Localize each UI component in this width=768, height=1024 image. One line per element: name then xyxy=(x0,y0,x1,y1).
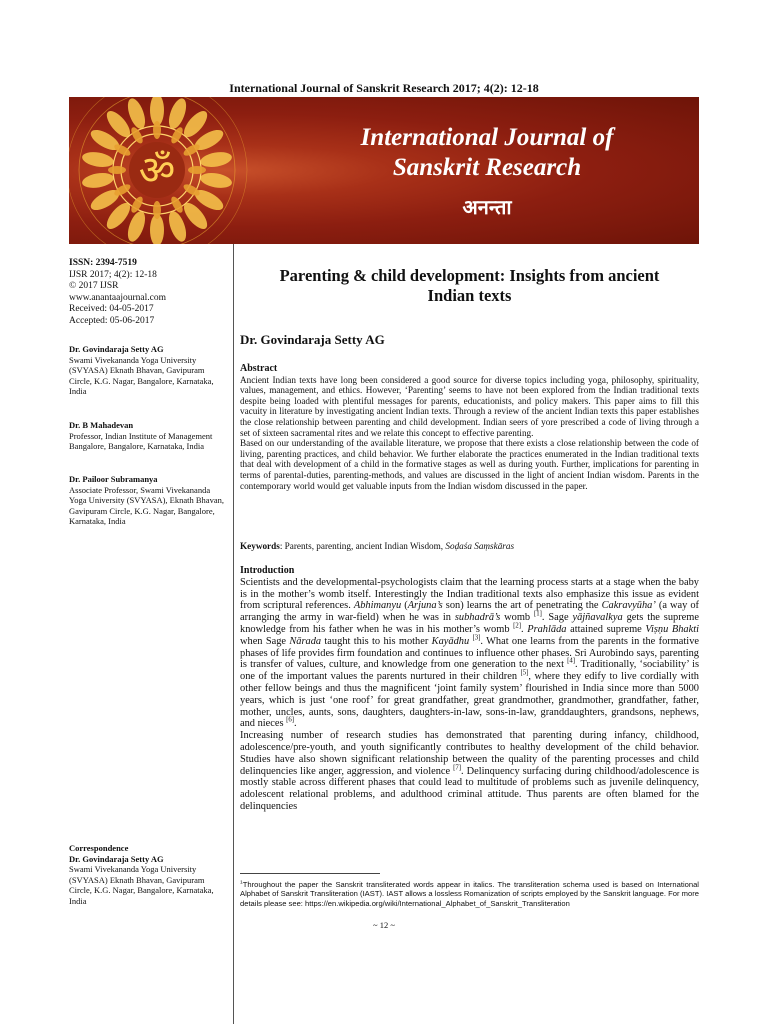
mandala-logo xyxy=(69,97,309,244)
introduction xyxy=(240,565,699,813)
affiliation-name: Dr. Pailoor Subramanya xyxy=(69,474,158,484)
journal-title: International Journal of Sanskrit Research xyxy=(360,124,614,181)
column-divider xyxy=(233,244,234,1024)
intro-paragraph-1: Scientists and the developmental-psychologists claim that the learning process starts at a stage when the baby is in the mother’s womb itself. Interestingly the Indian traditional texts also emphasize this issue as evident from scriptural references. Abhimanyu (Arjuna’s son) learns the art of penetrating the Cakravyūha’ (a way of arranging the army in war-field) when he was in subhadrā’s womb [1]. Sage yājñavalkya gets the supreme knowledge from his father when he was in his mother’s womb [2]. Prahlāda attained supreme Viṣṇu Bhakti when Sage Nārada taught this to his mother Kayādhu [3]. What one learns from the parents in the formative phases of life provides firm foundation and continues to influence other phases. Sri Aurobindo says, parenting is transfer of values, culture, and knowledge from one generation to the next [4]. Traditionally, ‘sociability’ is one of the important values the parents nurtured in their children [5], where they edify to live cordially with other fellow beings and thus the magnificent ‘joint family system’ flourished in India since more than 5000 years, which is just ‘one roof’ for great grandfather, great grandmother, grandmother, grandfather, father, mother, uncles, aunts, sons, daughters, daughters-in-law, sons-in-law, granddaughters, grandsons, nephews, and nieces [6]. xyxy=(240,576,700,730)
issn: ISSN: 2394-7519 xyxy=(69,258,137,268)
ijsr-ref: IJSR 2017; 4(2): 12-18 xyxy=(69,269,157,280)
copyright: © 2017 IJSR xyxy=(69,281,119,291)
affiliation-text: Swami Vivekananda Yoga University (SVYASA) Eknath Bhavan, Gavipuram Circle, K.G. Nagar, Bangalore, Karnataka, India xyxy=(69,354,214,396)
article-meta xyxy=(69,258,229,327)
keywords: Keywords: Parents, parenting, ancient Indian Wisdom, Soḍaśa Saṃskāras xyxy=(240,541,515,551)
abstract-heading: Abstract xyxy=(240,363,278,374)
correspondence xyxy=(69,843,229,906)
correspondence-heading: Correspondence xyxy=(69,843,129,853)
abstract xyxy=(240,364,699,491)
website-link[interactable]: www.anantaajournal.com xyxy=(69,292,166,303)
affiliation-name: Dr. Govindaraja Setty AG xyxy=(69,344,164,354)
abstract-paragraph-2: Based on our understanding of the available literature, we propose that there exists a close relationship between the code of living, parenting practices, and child behavior. We further elaborate the practices enumerated in the Indian traditional texts that deal with development of a child in the formative stages as well as during youth. Further, implications for parenting in terms of parental-duties, parenting-methods, and values are discussed in the light of ancient Indian wisdom. Parents in the contemporary world would get valuable inputs from the Indian wisdom discussed in the paper. xyxy=(240,438,699,491)
footnote: $^1$Throughout the paper the Sanskrit transliterated words appear in italics. The transliteration schema used is based on International Alphabet of Sanskrit Transliteration (IAST). IAST allows a lossless Romanization of scripts employed by the Sanskrit language. For more details please see: https://en.wikipedia.org/wiki/International_Alphabet_of_Sanskrit_Transliteration xyxy=(240,880,699,908)
author-name: Dr. Govindaraja Setty AG xyxy=(240,332,385,347)
affiliation-text: Associate Professor, Swami Vivekananda Yoga University (SVYASA), Eknath Bhavan, Gavipuram Circle, K.G. Nagar, Bangalore, Karnataka, India xyxy=(69,484,224,526)
correspondence-name: Dr. Govindaraja Setty AG xyxy=(69,853,164,864)
affiliation-3 xyxy=(69,474,229,527)
journal-subtitle-devanagari: अनन्ता xyxy=(462,197,512,219)
journal-banner xyxy=(69,97,699,244)
footnote-rule xyxy=(240,873,380,874)
om-symbol: ॐ xyxy=(138,148,176,194)
article-title: Parenting & child development: Insights from ancient Indian texts xyxy=(279,266,660,305)
affiliation-text: Professor, Indian Institute of Management Bangalore, Bangalore, Karnataka, India xyxy=(69,430,213,451)
received-date: Received: 04-05-2017 xyxy=(69,304,154,314)
introduction-heading: Introduction xyxy=(240,565,295,576)
affiliation-2 xyxy=(69,420,229,452)
accepted-date: Accepted: 05-06-2017 xyxy=(69,315,155,326)
abstract-paragraph-1: Ancient Indian texts have long been considered a good source for diverse topics including yoga, philosophy, spirituality, values, management, and ethics. However, ‘Parenting’ seems to have not been explored from the Indian traditional texts despite being loaded with plentiful messages for parents, educationists, and policy makers. This paper aims to fill this vacuity in literature by investigating ancient Indian texts. Through a review of the ancient Indian texts this paper establishes the close relationship between parenting and child development. Indian seers of yore prescribed a code of living through a set of sixteen sacramental rites and we relate this concept to effective parenting. xyxy=(240,374,699,438)
correspondence-text: Swami Vivekananda Yoga University (SVYASA) Eknath Bhavan, Gavipuram Circle, K.G. Nagar, Bangalore, Karnataka, India xyxy=(69,864,214,906)
intro-paragraph-2: Increasing number of research studies has demonstrated that parenting during infancy, childhood, adolescence/pre-youth, and youth significantly contributes to healthy development of the child behavior. Studies have also shown significant relationship between the quality of the parenting processes and child delinquencies like anger, aggression, and violence [7]. Delinquency surfacing during childhood/adolescence is mostly stable across different phases that could lead to multitude of problems such as juvenile delinquency, adolescent relational problems, and adulthood criminal attitude. Thus parents are often blamed for the delinquencies xyxy=(240,730,699,812)
running-head: International Journal of Sanskrit Research 2017; 4(2): 12-18 xyxy=(229,81,539,95)
page-number: ~ 12 ~ xyxy=(373,920,395,930)
affiliation-1 xyxy=(69,344,229,397)
affiliation-name: Dr. B Mahadevan xyxy=(69,420,134,430)
